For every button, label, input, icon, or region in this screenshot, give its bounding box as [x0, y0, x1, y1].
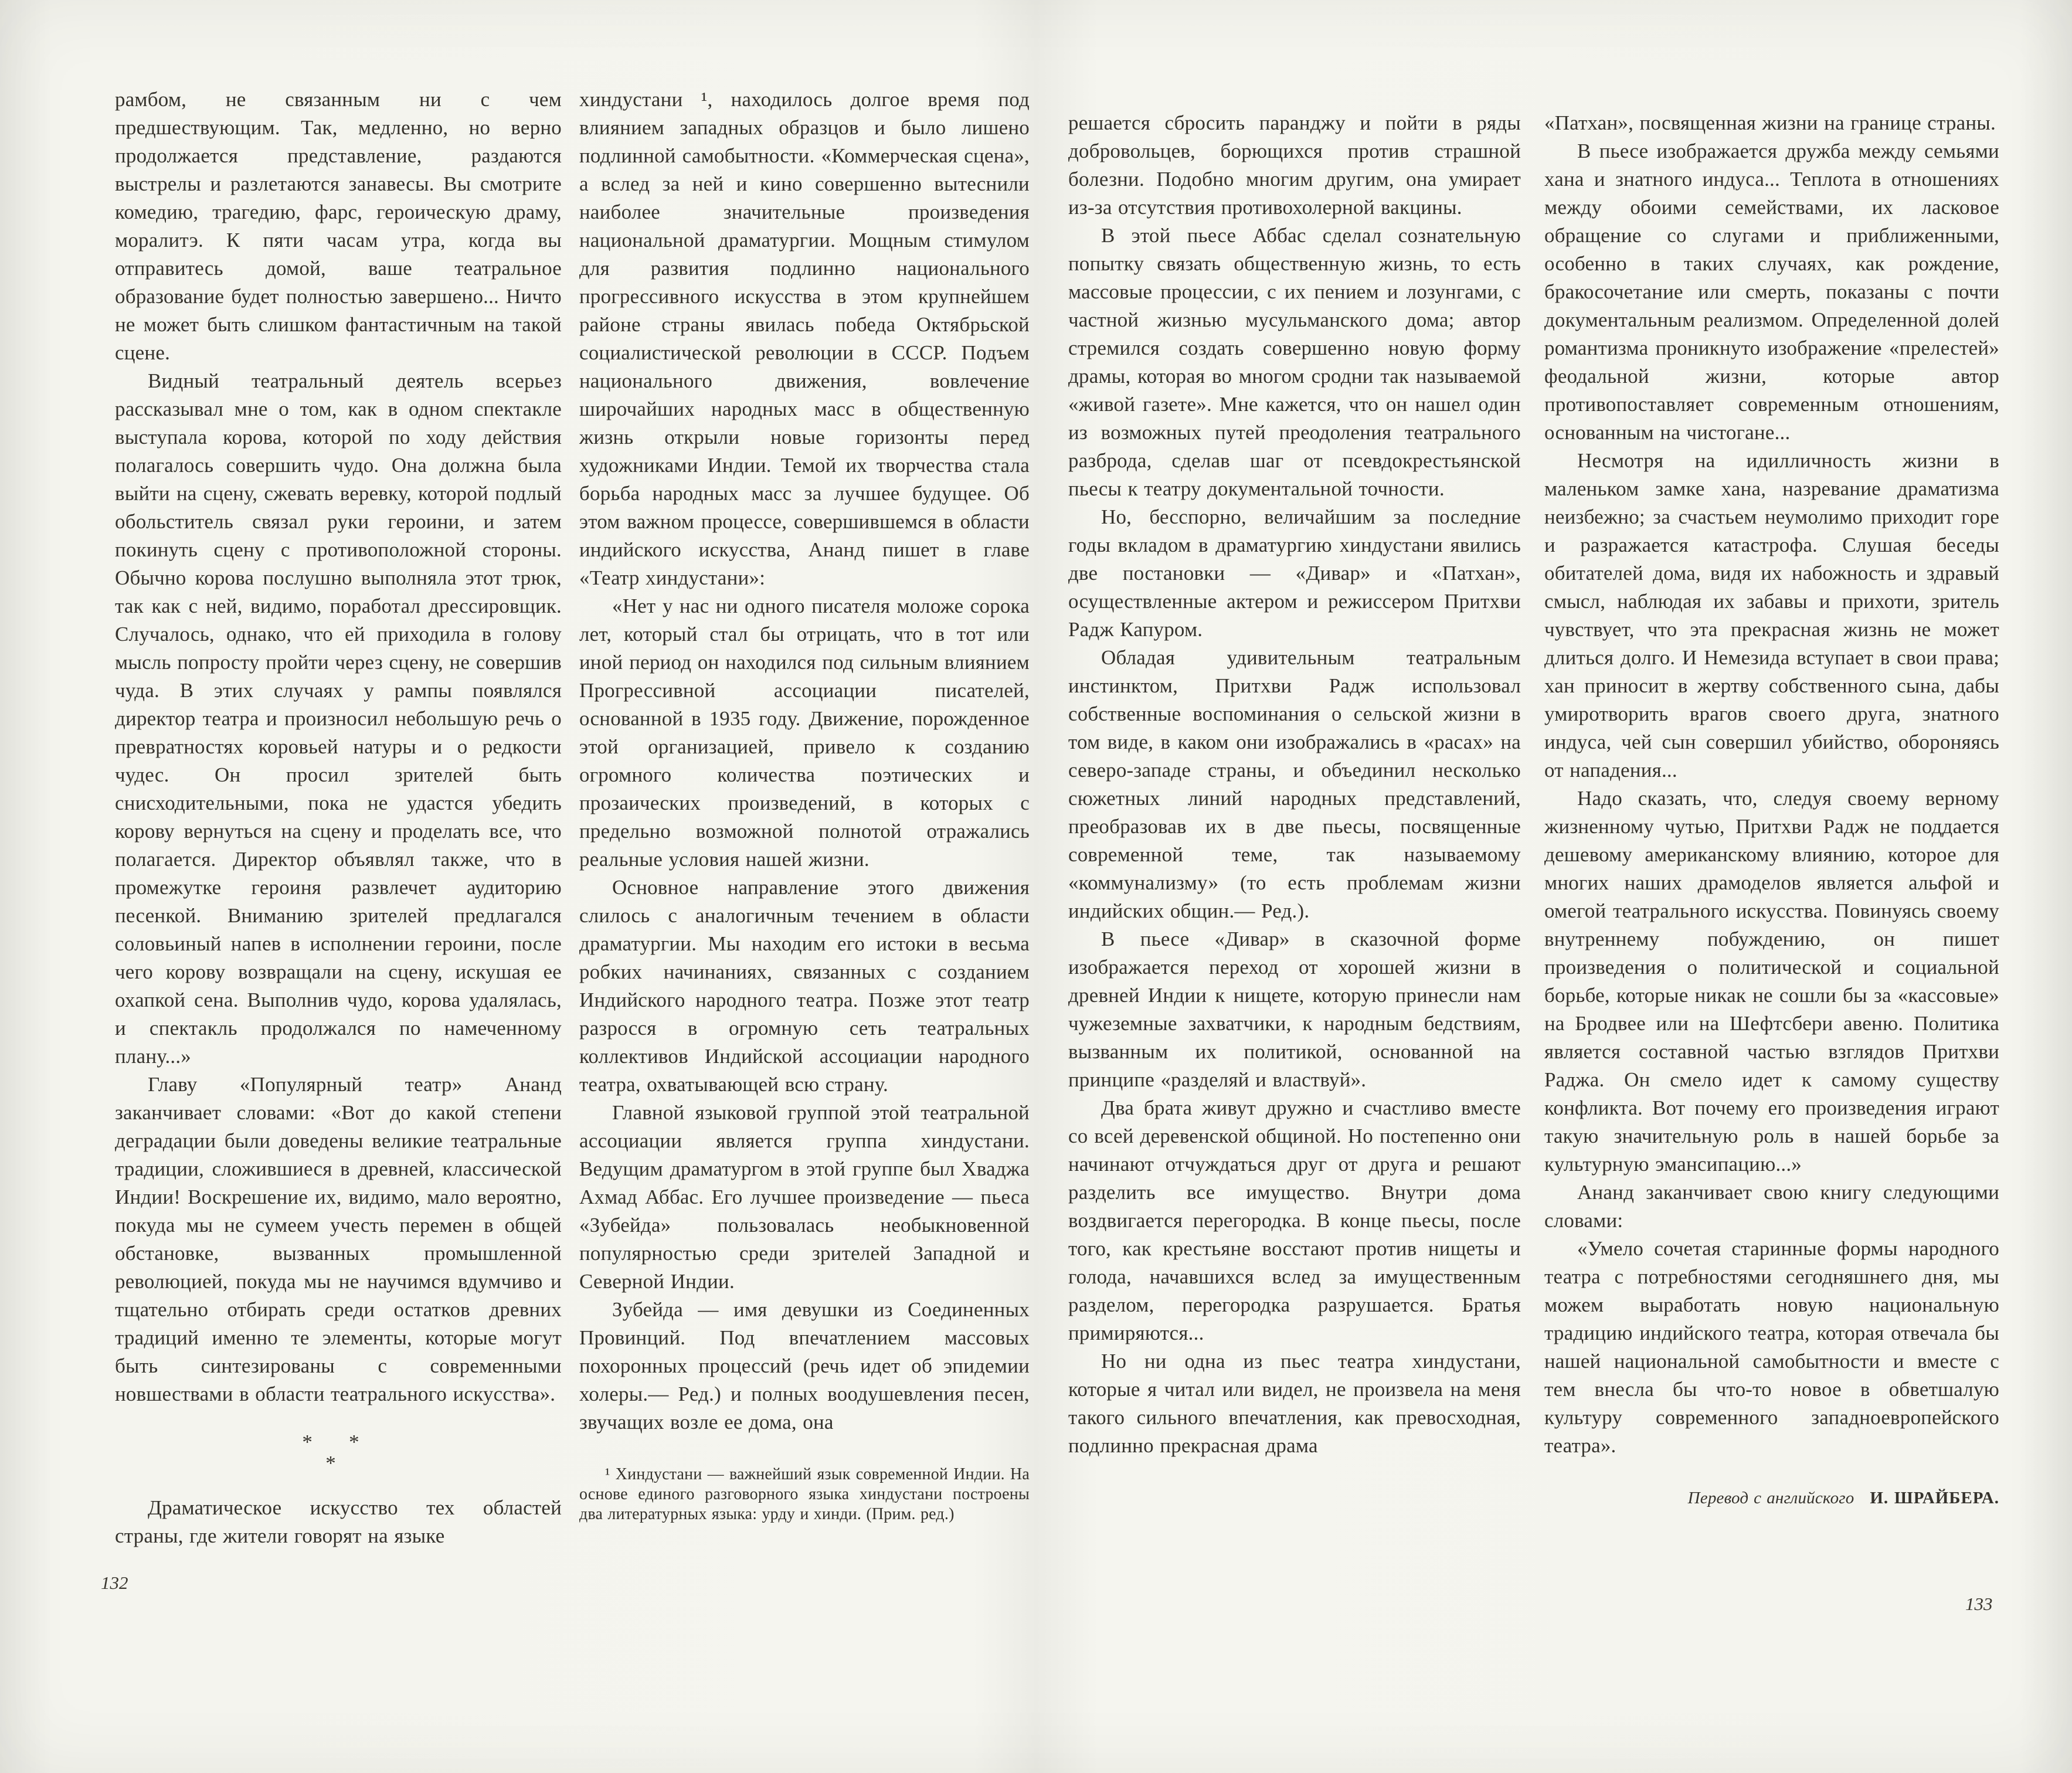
translator-credit-prefix: Перевод с английского — [1687, 1489, 1854, 1507]
paragraph: В пьесе «Дивар» в сказочной форме изображается переход от хорошей жизни в древней Индии к нищете, которую принесли нам чужеземные захватчики, к народным бедствиям, вызванным их политикой, основанной на принципе «разделяй и властвуй». — [1068, 928, 1521, 1091]
paragraph: Несмотря на идилличность жизни в маленьком замке хана, назревание драматизма неизбежно; за счастьем неумолимо приходит горе и разражается катастрофа. Слушая беседы обитателей дома, видя их набожность и здравый смысл, наблюдая их забавы и прихоти, зритель чувствует, что эта прекрасная жизнь не может длиться долго. И Немезида вступает в свои права; хан приносит в жертву собственного сына, дабы умиротворить врагов своего друга, знатного индуса, чей сын совершил убийство, обороняясь от нападения... — [1544, 449, 1999, 782]
column-4-text — [1544, 109, 1999, 1460]
column-3-text — [1068, 109, 1521, 1460]
paragraph: Но, бесспорно, величайшим за последние годы вкладом в драматургию хиндустани явились две постановки — «Дивар» и «Патхан», осуществленные актером и режиссером Притхви Радж Капуром. — [1068, 505, 1521, 641]
paragraph: Зубейда — имя девушки из Соединенных Провинций. Под впечатлением массовых похоронных процессий (речь идет об эпидемии холеры.— Ред.) и полных воодушевления песен, звучащих возле ее дома, она — [579, 1298, 1030, 1434]
paragraph: «Умело сочетая старинные формы народного театра с потребностями сегодняшнего дня, мы можем выработать новую национальную традицию индийского театра, которая отвечала бы нашей национальной самобытности и вместе с тем внесла бы что-то новое в обветшалую культуру современного западноевропейского театра». — [1544, 1237, 1999, 1457]
divider-asterisks-top: * * — [302, 1431, 375, 1453]
paragraph: хиндустани ¹, находилось долгое время под влиянием западных образцов и было лишено подлинной самобытности. «Коммерческая сцена», а вслед за ней и кино совершенно вытеснили наиболее значительные произведения национальной драматургии. Мощным стимулом для развития подлинно национального прогрессивного искусства в этом крупнейшем районе страны явилась победа Октябрьской социалистической революции в СССР. Подъем национального движения, вовлечение широчайших народных масс в общественную жизнь открыли новые горизонты перед художниками Индии. Темой их творчества стала борьба народных масс за лучшее будущее. Об этом важном процессе, совершившемся в области индийского искусства, Ананд пишет в главе «Театр хиндустани»: — [579, 88, 1030, 589]
paragraph: Два брата живут дружно и счастливо вместе со всей деревенской общиной. Но постепенно они начинают отчуждаться друг от друга и решают разделить все имущество. Внутри дома воздвигается перегородка. В конце пьесы, после того, как крестьяне восстают против нищеты и голода, начавшихся вслед за имущественным разделом, перегородка разрушается. Братья примиряются... — [1068, 1096, 1521, 1344]
paragraph: Главной языковой группой этой театральной ассоциации является группа хиндустани. Ведущим драматургом в этой группе был Хваджа Ахмад Аббас. Его лучшее произведение — пьеса «Зубейда» пользовалась необыкновенной популярностью среди зрителей Западной и Северной Индии. — [579, 1101, 1030, 1293]
paragraph: Драматическое искусство тех областей страны, где жители говорят на языке — [115, 1496, 562, 1547]
paragraph: «Патхан», посвященная жизни на границе страны. — [1544, 111, 1996, 134]
column-2-text — [579, 86, 1030, 1436]
paragraph: Основное направление этого движения слилось с аналогичным течением в области драматургии. Мы находим его истоки в весьма робких начинаниях, связанных с созданием Индийского народного театра. Позже этот театр разросся в огромную сеть театральных коллективов Индийской ассоциации народного театра, охватывающей всю страну. — [579, 876, 1030, 1096]
divider-asterisk-bottom: * — [325, 1452, 351, 1475]
translator-credit — [1544, 1487, 1999, 1509]
translator-credit-space — [1859, 1489, 1864, 1507]
page-number-right: 133 — [1965, 1594, 1993, 1614]
paragraph: «Нет у нас ни одного писателя моложе сорока лет, который стал бы отрицать, что в тот или иной период он находился под сильным влиянием Прогрессивной ассоциации писателей, основанной в 1935 году. Движение, порожденное этой организацией, привело к созданию огромного количества поэтических и прозаических произведений, в которых с предельно возможной полнотой отражались реальные условия нашей жизни. — [579, 595, 1030, 871]
paragraph: Видный театральный деятель всерьез рассказывал мне о том, как в одном спектакле выступала корова, которой по ходу действия полагалось совершить чудо. Она должна была выйти на сцену, сжевать веревку, которой подлый обольститель связал руки героини, и затем покинуть сцену с противоположной стороны. Обычно корова послушно выполняла этот трюк, так как с ней, видимо, поработал дрессировщик. Случалось, однако, что ей приходила в голову мысль попросту пройти через сцену, не совершив чуда. В этих случаях у рампы появлялся директор театра и произносил небольшую речь о превратностях коровьей натуры и о редкости чудес. Он просил зрителей быть снисходительными, пока не удастся убедить корову вернуться на сцену и проделать все, что полагается. Директор объявлял также, что в промежутке героиня развлечет аудиторию песенкой. Вниманию зрителей предлагался соловьиный напев в исполнении героини, после чего корову возвращали на сцену, искушая ее охапкой сена. Выполнив чудо, корова удалялась, и спектакль продолжался по намеченному плану...» — [115, 369, 562, 1068]
paragraph: Надо сказать, что, следуя своему верному жизненному чутью, Притхви Радж не поддается дешевому американскому влиянию, которое для многих наших драмоделов является альфой и омегой театрального искусства. Повинуясь своему внутреннему побуждению, он пишет произведения о политической и социальной борьбе, которые никак не сошли бы за «кассовые» на Бродвее или на Шефтсбери авеню. Политика является составной частью взглядов Притхви Раджа. Он смело идет к самому существу конфликта. Вот почему его произведения играют такую значительную роль в нашей борьбе за культурную эмансипацию...» — [1544, 787, 1999, 1176]
page-number-left: 132 — [101, 1572, 128, 1593]
paragraph: рамбом, не связанным ни с чем предшествующим. Так, медленно, но верно продолжается представление, раздаются выстрелы и разлетаются занавесы. Вы смотрите комедию, трагедию, фарс, героическую драму, моралитэ. К пяти часам утра, когда вы отправитесь домой, ваше театральное образование будет полностью завершено... Ничто не может быть слишком фантастичным на такой сцене. — [115, 88, 562, 364]
left-page-column-1 — [115, 86, 562, 1550]
translator-name: И. ШРАЙБЕРА. — [1870, 1489, 1999, 1507]
right-page-column-1 — [1068, 109, 1521, 1460]
paragraph: Ананд заканчивает свою книгу следующими словами: — [1544, 1181, 1999, 1232]
paragraph: Обладая удивительным театральным инстинктом, Притхви Радж использовал собственные воспоминания о сельской жизни в том виде, в каком они изображались в «расах» на северо-западе страны, и объединил несколько сюжетных линий народных представлений, преобразовав их в две пьесы, посвященные современной теме, так называемому «коммунализму» (то есть проблемам жизни индийских общин.— Ред.). — [1068, 646, 1521, 922]
left-page-column-2 — [579, 86, 1030, 1524]
column-1-closing-text — [115, 1494, 562, 1550]
paragraph: Главу «Популярный театр» Ананд заканчивает словами: «Вот до какой степени деградации были доведены великие театральные традиции, сложившиеся в древней, классической Индии! Воскрешение их, видимо, мало вероятно, покуда мы не сумеем учесть перемен в общей обстановке, вызванных промышленной революцией, покуда мы не научимся вдумчиво и тщательно отбирать среди остатков древних традиций именно те элементы, которые могут быть синтезированы с современными новшествами в области театрального искусства». — [115, 1073, 562, 1405]
paragraph: В этой пьесе Аббас сделал сознательную попытку связать общественную жизнь, то есть массовые процессии, с их пением и лозунгами, с частной жизнью мусульманского дома; автор стремился создать совершенно новую форму драмы, которая во многом сродни так называемой «живой газете». Мне кажется, что он нашел один из возможных путей преодоления театрального разброда, сделав шаг от псевдокрестьянской пьесы к театру документальной точности. — [1068, 224, 1521, 500]
paragraph: В пьесе изображается дружба между семьями хана и знатного индуса... Теплота в отношениях между обоими семействами, их ласковое обращение со слугами и приближенными, особенно в таких случаях, как рождение, бракосочетание или смерть, показаны с почти документальным реализмом. Определенной долей романтизма проникнуто изображение «прелестей» феодальной жизни, которые автор противопоставляет современным отношениям, основанным на чистогане... — [1544, 140, 1999, 444]
paragraph: решается сбросить паранджу и пойти в ряды добровольцев, борющихся против страшной болезни. Подобно многим другим, она умирает из-за отсутствия противохолерной вакцины. — [1068, 111, 1521, 219]
section-divider — [115, 1432, 562, 1474]
paragraph: Но ни одна из пьес театра хиндустани, которые я читал или видел, не произвела на меня такого сильного впечатления, как превосходная, подлинно прекрасная драма — [1068, 1350, 1521, 1457]
right-page-column-2 — [1544, 109, 1999, 1509]
column-1-text — [115, 86, 562, 1408]
footnote: ¹ Хиндустани — важнейший язык современной Индии. На основе единого разговорного языка хиндустани построены два литературных языка: урду и хинди. (Прим. ред.) — [579, 1465, 1030, 1523]
